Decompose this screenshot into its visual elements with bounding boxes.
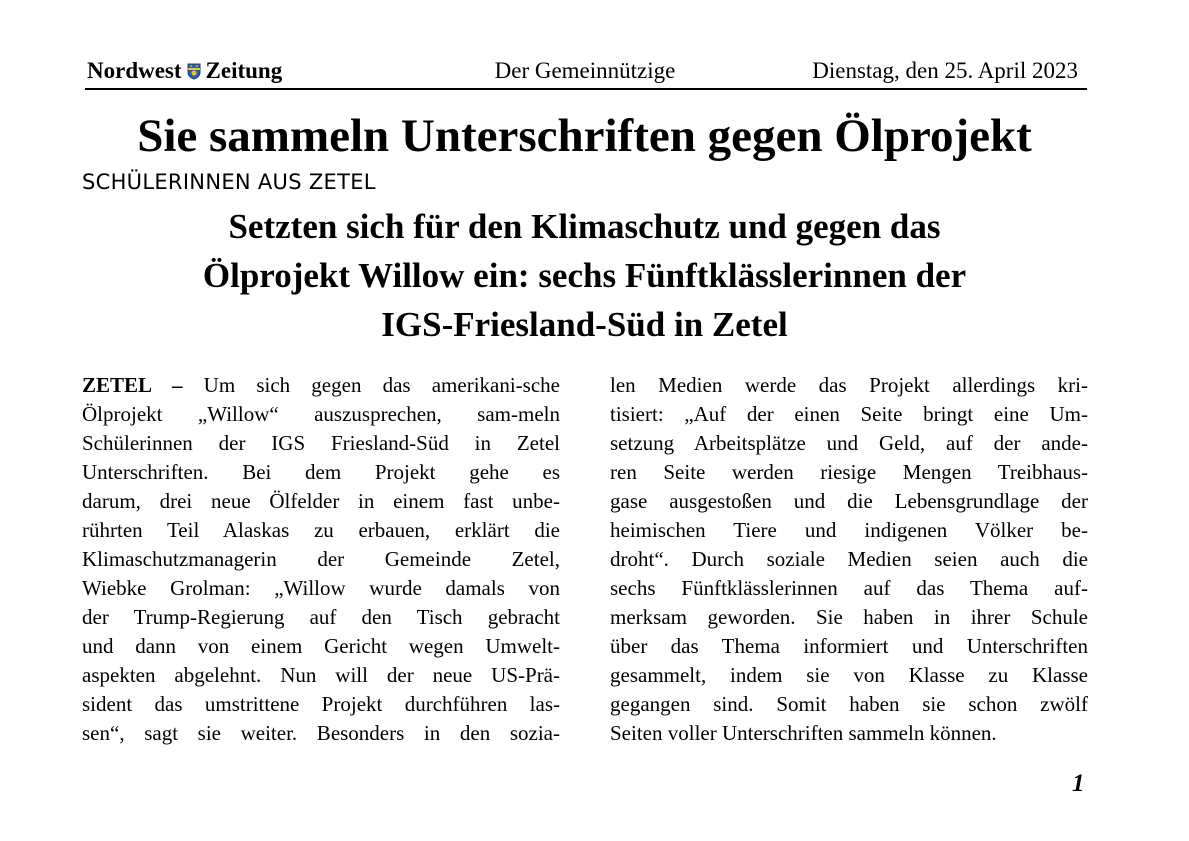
- article-line: gesammelt, indem sie von Klasse zu Klasse: [610, 663, 1088, 687]
- article-line: Seiten voller Unterschriften sammeln können.: [610, 721, 997, 745]
- masthead: [85, 58, 1087, 90]
- article-line: gase ausgestoßen und die Lebensgrundlage der: [610, 489, 1088, 513]
- kicker: SCHÜLERINNEN AUS ZETEL: [82, 170, 376, 194]
- article-line: heimischen Tiere und indigenen Völker be-: [610, 518, 1088, 542]
- article-line: der Trump-Regierung auf den Tisch gebracht: [82, 605, 560, 629]
- article-column-left: [82, 371, 560, 748]
- article-line-text: Um sich gegen das amerikani-sche: [182, 373, 560, 397]
- article-line: [82, 371, 560, 400]
- article-line: gegangen sind. Somit haben sie schon zwölf: [610, 692, 1088, 716]
- article-line: Schülerinnen der IGS Friesland-Süd in Zetel: [82, 431, 560, 455]
- subhead-line: Setzten sich für den Klimaschutz und gegen das: [228, 207, 941, 246]
- article-line: rührten Teil Alaskas zu erbauen, erklärt die: [82, 518, 560, 542]
- article-column-right: [610, 371, 1088, 748]
- issue-date: Dienstag, den 25. April 2023: [812, 58, 1078, 83]
- article-line: droht“. Durch soziale Medien seien auch die: [610, 547, 1088, 571]
- subheadline: [0, 202, 1169, 349]
- coat-of-arms-icon: [187, 63, 201, 80]
- article-line: Unterschriften. Bei dem Projekt gehe es: [82, 460, 560, 484]
- article-line: setzung Arbeitsplätze und Geld, auf der ande-: [610, 431, 1088, 455]
- article-line: sechs Fünftklässlerinnen auf das Thema auf-: [610, 576, 1088, 600]
- subhead-line: Ölprojekt Willow ein: sechs Fünftklässlerinnen der: [202, 256, 967, 295]
- logo-word-right: Zeitung: [205, 58, 283, 83]
- article-line: Wiebke Grolman: „Willow wurde damals von: [82, 576, 560, 600]
- article-line: Ölprojekt „Willow“ auszusprechen, sam-meln: [82, 402, 560, 426]
- article-line: len Medien werde das Projekt allerdings kri-: [610, 373, 1088, 397]
- page-number: 1: [1072, 770, 1085, 797]
- section-name: Der Gemeinnützige: [494, 58, 676, 83]
- newspaper-logo: [87, 58, 282, 84]
- logo-word-left: Nordwest: [87, 58, 182, 83]
- dateline: ZETEL –: [82, 373, 183, 397]
- article-line: aspekten abgelehnt. Nun will der neue US-Prä-: [82, 663, 560, 687]
- article-line: über das Thema informiert und Unterschriften: [610, 634, 1088, 658]
- subhead-line: IGS-Friesland-Süd in Zetel: [381, 305, 788, 344]
- article-line: ren Seite werden riesige Mengen Treibhaus-: [610, 460, 1088, 484]
- headline: Sie sammeln Unterschriften gegen Ölprojekt: [137, 110, 1032, 162]
- article-line: und dann von einem Gericht wegen Umwelt-: [82, 634, 560, 658]
- article-line: tisiert: „Auf der einen Seite bringt eine Um-: [610, 402, 1088, 426]
- article-line: darum, drei neue Ölfelder in einem fast unbe-: [82, 489, 560, 513]
- article-line: merksam geworden. Sie haben in ihrer Schule: [610, 605, 1088, 629]
- article-line: sen“, sagt sie weiter. Besonders in den sozia-: [82, 721, 560, 745]
- article-line: Klimaschutzmanagerin der Gemeinde Zetel,: [82, 547, 560, 571]
- article-line: sident das umstrittene Projekt durchführen las-: [82, 692, 560, 716]
